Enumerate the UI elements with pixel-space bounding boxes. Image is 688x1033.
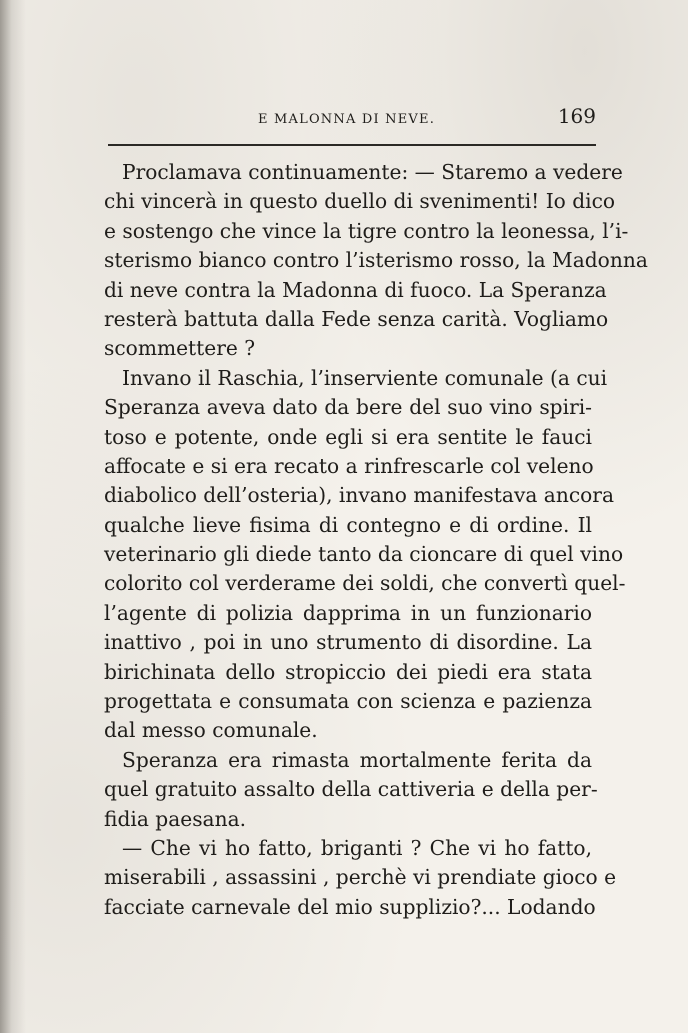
text-line: colorito col verderame dei soldi, che convertì quel- (104, 571, 626, 596)
text-line: facciate carnevale del mio supplizio?... Lodando (104, 894, 596, 919)
page-number: 169 (557, 104, 596, 128)
running-head: E MALONNA DI NEVE. (258, 112, 436, 127)
text-line: inattivo , poi in uno strumento di disordine. La (104, 630, 592, 655)
text-line: e sostengo che vince la tigre contro la leonessa, l’i- (104, 218, 629, 243)
text-line: Proclamava continuamente: — Staremo a vedere (122, 160, 623, 184)
text-line: scommettere ? (104, 336, 256, 361)
text-line: miserabili , assassini , perchè vi prendiate gioco e (104, 865, 617, 890)
text-line: veterinario gli diede tanto da cioncare di quel vino (104, 542, 624, 567)
text-line: progettata e consumata con scienza e pazienza (104, 689, 592, 714)
text-line: di neve contra la Madonna di fuoco. La Speranza (104, 277, 607, 302)
header-rule (108, 144, 596, 146)
text-line: Invano il Raschia, l’inserviente comunale (a cui (122, 365, 608, 390)
page-header (104, 104, 598, 134)
text-line: resterà battuta dalla Fede senza carità. Vogliamo (104, 306, 609, 331)
text-line: birichinata dello stropiccio dei piedi era stata (104, 659, 592, 684)
text-line: fidia paesana. (104, 806, 247, 831)
text-line: diabolico dell’osteria), invano manifestava ancora (104, 483, 614, 508)
body-text (104, 158, 648, 922)
text-line: sterismo bianco contro l’isterismo rosso, la Madonna (104, 248, 648, 273)
text-line: l’agente di polizia dapprima in un funzionario (104, 600, 592, 625)
text-line: dal messo comunale. (104, 718, 318, 743)
text-line: quel gratuito assalto della cattiveria e della per- (104, 777, 598, 802)
text-line: Speranza aveva dato da bere del suo vino spiri- (104, 395, 592, 420)
text-line: toso e potente, onde egli si era sentite le fauci (104, 424, 592, 449)
text-line: affocate e si era recato a rinfrescarle col veleno (104, 453, 594, 478)
text-line: Speranza era rimasta mortalmente ferita da (122, 747, 592, 772)
text-line: — Che vi ho fatto, briganti ? Che vi ho fatto, (122, 835, 592, 860)
spine-shadow (0, 0, 26, 1033)
text-line: qualche lieve fisima di contegno e di ordine. Il (104, 512, 592, 537)
text-line: chi vincerà in questo duello di svenimenti! Io dico (104, 189, 616, 214)
